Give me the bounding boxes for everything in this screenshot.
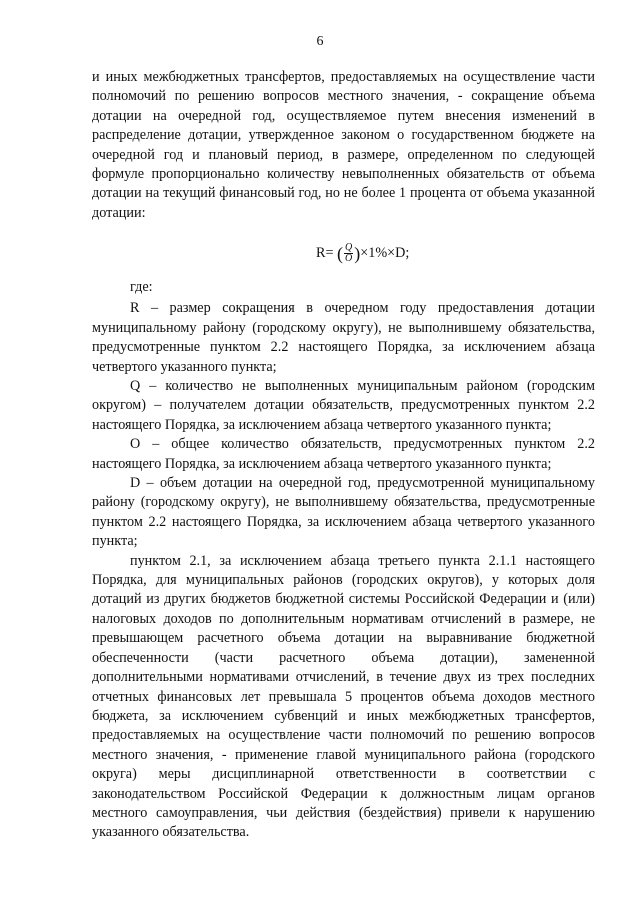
paragraph-point-2-1: пунктом 2.1, за исключением абзаца третьего пункта 2.1.1 настоящего Порядка, для муниципальных районов (городских округов), у которых доля дотаций из других бюджетов бюджетной системы Российской Федерации и (или) налоговых доходов по дополнительным нормативам отчислений в размере, не превышающем расчетного объема дотации на выравнивание бюджетной обеспеченности (части расчетного объема дотации), замененной дополнительными нормативами отчислений, в течение двух из трех последних отчетных финансовых лет превышала 5 процентов объема доходов местного бюджета, за исключением субвенций и иных межбюджетных трансфертов, предоставляемых на осуществление части полномочий по решению вопросов местного значения, - применение главой муниципального района (городского округа) меры дисциплинарной ответственности в соответствии с законодательством Российской Федерации к должностным лицам органов местного самоуправления, чьи действия (бездействия) привели к нарушению указанного обязательства. bbox=[92, 552, 595, 841]
definition-d: D – объем дотации на очередной год, предусмотренной муниципальному району (городскому округу), не выполнившему обязательства, предусмотренные пунктом 2.2 настоящего Порядка, за исключением абзаца четвертого указанного пункта; bbox=[92, 475, 595, 550]
formula-fraction bbox=[344, 243, 353, 264]
paragraph-where: где: bbox=[130, 278, 153, 295]
formula-numerator: Q bbox=[345, 242, 353, 254]
document-body bbox=[92, 68, 595, 843]
formula-lhs: R= bbox=[316, 245, 334, 262]
formula bbox=[92, 241, 595, 266]
formula-denominator: O bbox=[345, 253, 353, 265]
definition-r: R – размер сокращения в очередном году предоставления дотации муниципальному району (городскому округу), не выполнившему обязательства, предусмотренные пунктом 2.2 настоящего Порядка, за исключением абзаца четвертого указанного пункта; bbox=[92, 300, 595, 375]
formula-open-paren: ( bbox=[337, 243, 344, 264]
definition-q: Q – количество не выполненных муниципальным районом (городским округом) – получателем дотации обязательств, предусмотренных пунктом 2.2 настоящего Порядка, за исключением абзаца четвертого указанного пункта; bbox=[92, 378, 595, 433]
formula-rhs: ×1%×D; bbox=[360, 245, 410, 262]
definition-o: O – общее количество обязательств, предусмотренных пунктом 2.2 настоящего Порядка, за исключением абзаца четвертого указанного пункта; bbox=[92, 436, 595, 472]
page-number: 6 bbox=[316, 34, 324, 49]
formula-close-paren: ) bbox=[354, 243, 361, 264]
paragraph-intro: и иных межбюджетных трансфертов, предоставляемых на осуществление части полномочий по решению вопросов местного значения, - сокращение объема дотации на очередной год, осуществляемое путем внесения изменений в распределение дотации, утвержденное законом о государственном бюджете на очередной год и плановый период, в размере, определенном по следующей формуле пропорционально количеству невыполненных обязательств от объема дотации на текущий финансовый год, но не более 1 процента от объема указанной дотации: bbox=[92, 69, 595, 221]
